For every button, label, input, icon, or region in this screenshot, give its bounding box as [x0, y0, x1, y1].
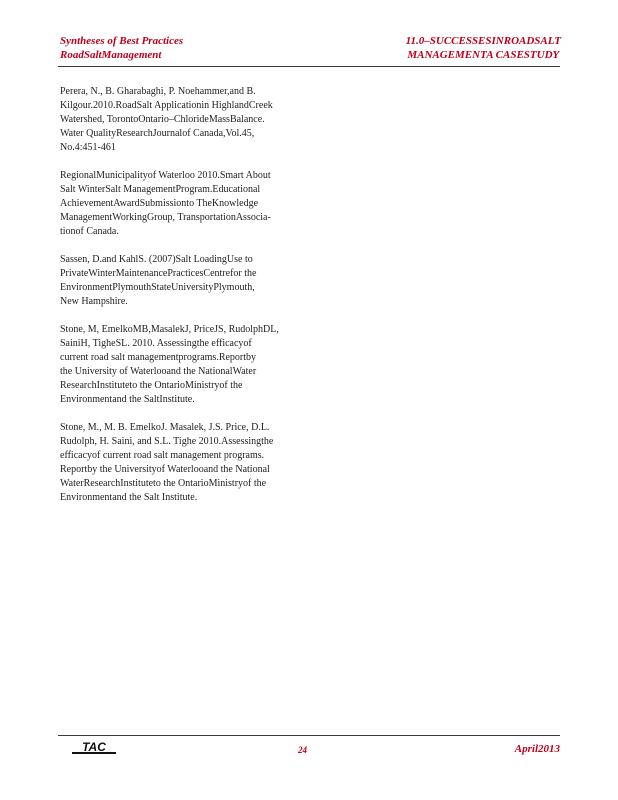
reference-line: Water QualityResearchJournalof Canada,Vol.45,: [60, 128, 255, 139]
reference-entry: [60, 421, 305, 505]
reference-entry: [60, 85, 305, 155]
tac-logo: [72, 740, 116, 756]
reference-line: Environmentand the Salt Institute.: [60, 492, 198, 503]
reference-line: ManagementWorkingGroup, TransportationAssocia-: [60, 212, 271, 223]
reference-line: Perera, N., B. Gharabaghi, P. Noehammer,and B.: [60, 86, 256, 97]
reference-line: Rudolph, H. Saini, and S.L. Tighe 2010.Assessingthe: [60, 436, 274, 447]
reference-line: AchievementAwardSubmissionto TheKnowledge: [60, 198, 259, 209]
reference-line: PrivateWinterMaintenancePracticesCentrefor the: [60, 268, 257, 279]
reference-line: tionof Canada.: [60, 226, 119, 237]
reference-line: Reportby the Universityof Waterlooand the National: [60, 464, 270, 475]
reference-line: Sassen, D.and KahlS. (2007)Salt LoadingUse to: [60, 254, 253, 265]
reference-line: WaterResearchInstituteto the OntarioMinistryof the: [60, 478, 267, 489]
reference-entry: [60, 253, 305, 309]
references-column: [60, 85, 305, 519]
header-rule: [58, 66, 560, 67]
header-right-line2: MANAGEMENTA CASESTUDY: [407, 49, 560, 61]
reference-line: Stone, M., M. B. EmelkoJ. Masalek, J.S. Price, D.L.: [60, 422, 270, 433]
reference-line: RegionalMunicipalityof Waterloo 2010.Smart About: [60, 170, 271, 181]
reference-line: Stone, M, EmelkoMB,MasalekJ, PriceJS, RudolphDL,: [60, 324, 279, 335]
reference-line: the University of Waterlooand the NationalWater: [60, 366, 257, 377]
reference-line: SainiH, TigheSL. 2010. Assessingthe efficacyof: [60, 338, 252, 349]
reference-line: EnvironmentPlymouthStateUniversityPlymouth,: [60, 282, 255, 293]
reference-line: No.4:451-461: [60, 142, 116, 153]
logo-text: TAC: [82, 740, 106, 754]
header-left-line1: Syntheses of Best Practices: [60, 35, 184, 47]
reference-entry: [60, 169, 305, 239]
reference-entry: [60, 323, 305, 407]
reference-line: ResearchInstituteto the OntarioMinistryof the: [60, 380, 243, 391]
reference-line: Environmentand the SaltInstitute.: [60, 394, 195, 405]
running-header-left: [60, 34, 183, 62]
running-header-right: [406, 34, 561, 62]
page-number: 24: [298, 745, 307, 755]
header-left-line2: RoadSaltManagement: [60, 49, 162, 61]
reference-line: Salt WinterSalt ManagementProgram.Educational: [60, 184, 261, 195]
reference-line: Kilgour.2010.RoadSalt Applicationin HighlandCreek: [60, 100, 273, 111]
reference-line: Watershed, TorontoOntario–ChlorideMassBalance.: [60, 114, 265, 125]
reference-line: current road salt managementprograms.Reportby: [60, 352, 257, 363]
footer-date: April2013: [514, 743, 560, 755]
reference-line: New Hampshire.: [60, 296, 128, 307]
reference-line: efficacyof current road salt management programs.: [60, 450, 265, 461]
footer-rule: [58, 735, 560, 736]
header-right-line1: 11.0–SUCCESSESINROADSALT: [405, 35, 561, 47]
